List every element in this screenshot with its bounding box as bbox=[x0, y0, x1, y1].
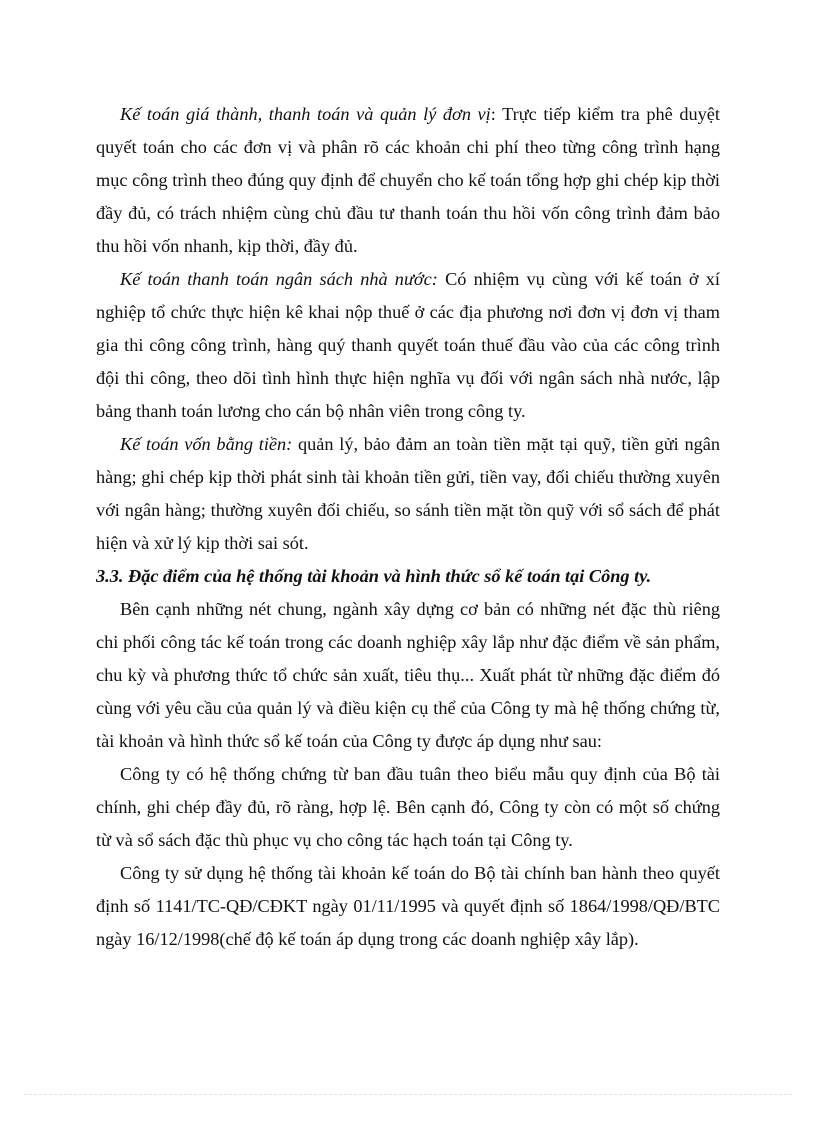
paragraph-lead: Kế toán thanh toán ngân sách nhà nước: bbox=[120, 269, 438, 289]
paragraph-industry-characteristics: Bên cạnh những nét chung, ngành xây dựng cơ bản có những nét đặc thù riêng chi phối công tác kế toán trong các doanh nghiệp xây lắp như đặc điểm về sản phẩm, chu kỳ và phương thức tổ chức sản xuất, tiêu thụ... Xuất phát từ những đặc điểm đó cùng với yêu cầu của quản lý và điều kiện cụ thể của Công ty mà hệ thống chứng từ, tài khoản và hình thức sổ kế toán của Công ty được áp dụng như sau: bbox=[96, 599, 720, 751]
paragraph-cost-accounting bbox=[96, 98, 720, 263]
paragraph-state-budget-accounting bbox=[96, 263, 720, 428]
paragraph-account-system: Công ty sử dụng hệ thống tài khoản kế toán do Bộ tài chính ban hành theo quyết định số 1141/TC-QĐ/CĐKT ngày 01/11/1995 và quyết định số 1864/1998/QĐ/BTC ngày 16/12/1998(chế độ kế toán áp dụng trong các doanh nghiệp xây lắp). bbox=[96, 863, 720, 949]
paragraph-voucher-system: Công ty có hệ thống chứng từ ban đầu tuân theo biểu mẫu quy định của Bộ tài chính, ghi chép đầy đủ, rõ ràng, hợp lệ. Bên cạnh đó, Công ty còn có một số chứng từ và sổ sách đặc thù phục vụ cho công tác hạch toán tại Công ty. bbox=[96, 764, 720, 850]
paragraph-lead: Kế toán giá thành, thanh toán và quản lý đơn vị bbox=[120, 104, 491, 124]
paragraph-text: : Trực tiếp kiểm tra phê duyệt quyết toán cho các đơn vị và phân rõ các khoản chi phí theo từng công trình hạng mục công trình theo đúng quy định để chuyển cho kế toán tổng hợp ghi chép kịp thời đầy đủ, có trách nhiệm cùng chủ đầu tư thanh toán thu hồi vốn công trình đảm bảo thu hồi vốn nhanh, kịp thời, đầy đủ. bbox=[96, 104, 720, 256]
section-heading: 3.3. Đặc điểm của hệ thống tài khoản và hình thức sổ kế toán tại Công ty. bbox=[96, 566, 652, 586]
paragraph-text: Có nhiệm vụ cùng với kế toán ở xí nghiệp tổ chức thực hiện kê khai nộp thuế ở các địa phương nơi đơn vị đơn vị tham gia thi công công trình, hàng quý thanh quyết toán thuế đầu vào của các công trình đội thi công, theo dõi tình hình thực hiện nghĩa vụ đối với ngân sách nhà nước, lập bảng thanh toán lương cho cán bộ nhân viên trong công ty. bbox=[96, 269, 720, 421]
paragraph-lead: Kế toán vốn bằng tiền: bbox=[120, 434, 293, 454]
page-bottom-divider bbox=[24, 1094, 792, 1095]
paragraph-cash-accounting bbox=[96, 428, 720, 560]
page-body bbox=[96, 98, 720, 956]
paragraph-text: quản lý, bảo đảm an toàn tiền mặt tại quỹ, tiền gửi ngân hàng; ghi chép kịp thời phát sinh tài khoản tiền gửi, tiền vay, đối chiếu thường xuyên với ngân hàng; thường xuyên đối chiếu, so sánh tiền mặt tồn quỹ với sổ sách để phát hiện và xử lý kịp thời sai sót. bbox=[96, 434, 720, 553]
